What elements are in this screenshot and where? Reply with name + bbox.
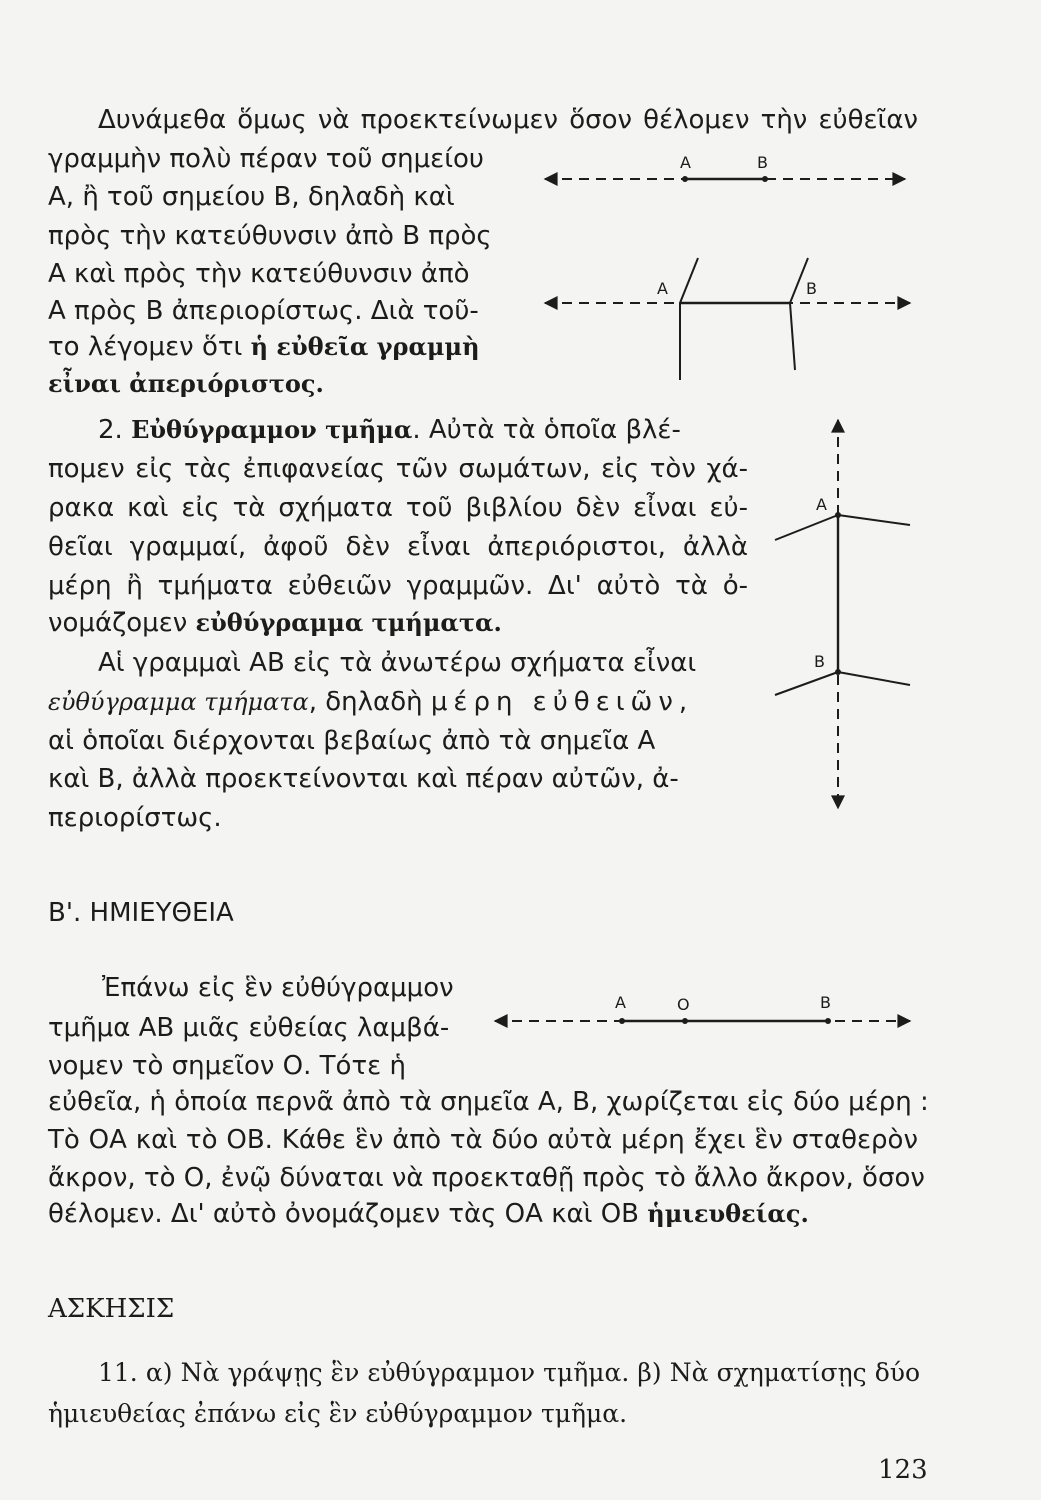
point-o [682, 1018, 688, 1024]
paragraph-line: Α πρὸς Β ἀπεριορίστως. Διὰ τοῦ- [48, 296, 479, 326]
paragraph-line: θεῖαι γραμμαί, ἀφοῦ δὲν εἶναι ἀπεριόριστοι, ἀλλὰ [48, 532, 748, 562]
label-a: Α [680, 153, 691, 172]
label-a: Α [615, 993, 626, 1012]
label-b: Β [806, 279, 817, 298]
label-o: Ο [677, 995, 690, 1014]
paragraph-line: Τὸ ΟΑ καὶ τὸ ΟΒ. Κάθε ἓν ἀπὸ τὰ δύο αὐτὰ μέρη ἔχει ἓν σταθερὸν [48, 1125, 918, 1155]
point-b [825, 1018, 831, 1024]
text-span: . Αὐτὰ τὰ ὁποῖα βλέ- [412, 415, 681, 445]
label-b: Β [820, 993, 831, 1012]
italic-term: εὐθύγραμμα τμήματα [48, 688, 309, 716]
paragraph-line: πομεν εἰς τὰς ἐπιφανείας τῶν σωμάτων, εἰς τὸν χά- [48, 454, 748, 484]
bold-term: Εὐθύγραμμον τμῆμα [131, 415, 413, 444]
exercise-line: 11. α) Νὰ γράψῃς ἓν εὐθύγραμμον τμῆμα. β) Νὰ σχηματίσῃς δύο [98, 1358, 920, 1387]
paragraph-line: Δυνάμεθα ὅμως νὰ προεκτείνωμεν ὅσον θέλομεν τὴν εὐθεῖαν [98, 105, 918, 135]
paragraph-line: Αἱ γραμμαὶ ΑΒ εἰς τὰ ἀνωτέρω σχήματα εἶναι [98, 648, 697, 678]
paragraph-line: τμῆμα ΑΒ μιᾶς εὐθείας λαμβά- [48, 1013, 450, 1043]
paragraph-line: γραμμὴν πολὺ πέραν τοῦ σημείου [48, 144, 484, 174]
paragraph-line: εὐθεῖα, ἡ ὁποία περνᾶ ἀπὸ τὰ σημεῖα Α, Β, χωρίζεται εἰς δύο μέρη : [48, 1087, 929, 1117]
section-heading: Β'. ΗΜΙΕΥΘΕΙΑ [48, 898, 234, 928]
paragraph-line: περιορίστως. [48, 803, 222, 833]
paragraph-line: αἱ ὁποῖαι διέρχονται βεβαίως ἀπὸ τὰ σημεῖα Α [48, 726, 656, 756]
paragraph-line: ρακα καὶ εἰς τὰ σχήματα τοῦ βιβλίου δὲν εἶναι εὐ- [48, 493, 748, 523]
page-number: 123 [878, 1455, 928, 1485]
bold-term: ἡμιευθείας. [647, 1199, 809, 1228]
label-a: Α [657, 279, 668, 298]
paragraph-line: ἄκρον, τὸ Ο, ἐνῷ δύναται νὰ προεκταθῇ πρὸς τὸ ἄλλο ἄκρον, ὅσον [48, 1163, 925, 1193]
text-span: το λέγομεν ὅτι [48, 332, 251, 362]
paragraph-line: Α καὶ πρὸς τὴν κατεύθυνσιν ἀπὸ [48, 259, 470, 289]
paragraph-line: Ἐπάνω εἰς ἓν εὐθύγραμμον [102, 973, 454, 1003]
paragraph-line: μέρη ἢ τμήματα εὐθειῶν γραμμῶν. Δι' αὐτὸ τὰ ὀ- [48, 571, 748, 601]
paragraph-line: Α, ἢ τοῦ σημείου Β, δηλαδὴ καὶ [48, 182, 455, 212]
exercise-line: ἡμιευθείας ἐπάνω εἰς ἓν εὐθύγραμμον τμῆμα. [48, 1399, 628, 1428]
text-span: 2. [98, 415, 132, 445]
label-a: Α [816, 495, 827, 514]
spaced-term: μέρη εὐθειῶν, [430, 687, 694, 717]
text-span: θέλομεν. Δι' αὐτὸ ὀνομάζομεν τὰς ΟΑ καὶ ΟΒ [48, 1199, 648, 1229]
text-span: , δηλαδὴ [308, 687, 431, 717]
bold-term: ἡ εὐθεῖα γραμμὴ [250, 332, 480, 361]
text-span: νομάζομεν [48, 608, 196, 638]
bold-term: εὐθύγραμμα τμήματα. [195, 608, 502, 637]
exercise-heading: ΑΣΚΗΣΙΣ [48, 1294, 175, 1324]
paragraph-line: καὶ Β, ἀλλὰ προεκτείνονται καὶ πέραν αὐτῶν, ἀ- [48, 764, 679, 794]
paragraph-line: πρὸς τὴν κατεύθυνσιν ἀπὸ Β πρὸς [48, 221, 492, 251]
bold-term: εἶναι ἀπεριόριστος. [48, 369, 324, 398]
label-b: Β [814, 652, 825, 671]
paragraph-line: νομεν τὸ σημεῖον Ο. Τότε ἡ [48, 1051, 406, 1081]
label-b: Β [757, 153, 768, 172]
point-a [619, 1018, 625, 1024]
